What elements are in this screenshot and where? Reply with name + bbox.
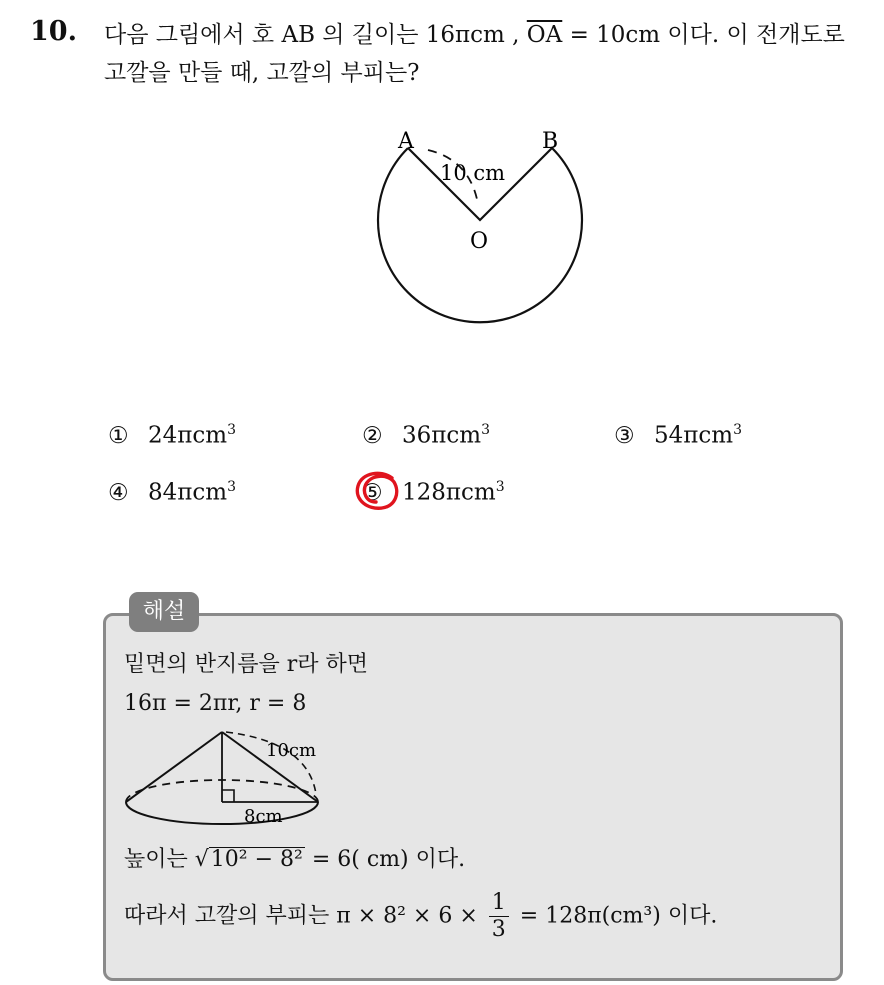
- cone-radius-label: 8cm: [244, 806, 283, 827]
- line-4-pre: 따라서 고깔의 부피는 π × 8² × 6 ×: [124, 903, 485, 929]
- choice-4-num: ④: [108, 479, 129, 506]
- choice-1-sup: 3: [227, 422, 236, 438]
- line-4-post: = 128π(cm³) 이다.: [512, 903, 718, 929]
- question-text-part1: 다음 그림에서 호 AB 의 길이는 16πcm ,: [104, 22, 527, 48]
- choice-5-num: ⑤: [362, 479, 383, 506]
- cone-slant-label: 10cm: [266, 740, 317, 761]
- answer-mark-icon: [352, 468, 404, 514]
- choice-4[interactable]: [108, 479, 236, 506]
- label-a: A: [398, 129, 414, 154]
- choice-4-sup: 3: [227, 479, 236, 495]
- choice-1[interactable]: [108, 422, 236, 449]
- choice-5-text: 128πcm: [402, 479, 496, 506]
- choice-2-num: ②: [362, 422, 383, 449]
- question-text-part2: = 10cm 이다. 이 전개도로 고깔을 만들 때, 고깔의 부피는?: [104, 22, 845, 86]
- explanation-line-3: 높이는 √10² − 8² = 6( cm) 이다.: [124, 847, 466, 872]
- explanation-tag: 해설: [129, 592, 199, 632]
- segment-oa: $\overline{OA}$: [526, 22, 563, 48]
- line-3-radicand: 10² − 8²: [210, 847, 303, 872]
- choice-1-num: ①: [108, 422, 129, 449]
- label-radius: 10 cm: [440, 161, 506, 185]
- choice-2-text: 36πcm: [402, 422, 482, 449]
- choice-2-sup: 3: [481, 422, 490, 438]
- explanation-line-4: [124, 890, 717, 943]
- choice-4-text: 84πcm: [148, 479, 228, 506]
- question-number: 10.: [30, 16, 77, 47]
- choice-1-text: 24πcm: [148, 422, 228, 449]
- choice-3[interactable]: [614, 422, 742, 449]
- choice-3-num: ③: [614, 422, 635, 449]
- label-o: O: [470, 229, 489, 254]
- choice-2[interactable]: [362, 422, 490, 449]
- line-3-post: = 6( cm) 이다.: [304, 847, 466, 872]
- fraction-numerator: 1: [489, 890, 509, 917]
- fraction-one-third: [489, 890, 509, 943]
- sector-net-figure: [360, 120, 600, 340]
- choice-3-sup: 3: [733, 422, 742, 438]
- choice-3-text: 54πcm: [654, 422, 734, 449]
- explanation-line-1: 밑면의 반지름을 r라 하면: [124, 652, 369, 677]
- question-text: [104, 16, 864, 92]
- line-3-pre: 높이는: [124, 847, 195, 872]
- label-b: B: [542, 129, 559, 154]
- fraction-denominator: 3: [491, 917, 506, 942]
- choice-5-sup: 3: [495, 479, 505, 495]
- cone-figure: [118, 722, 358, 832]
- explanation-line-2: 16π = 2πr, r = 8: [124, 691, 307, 716]
